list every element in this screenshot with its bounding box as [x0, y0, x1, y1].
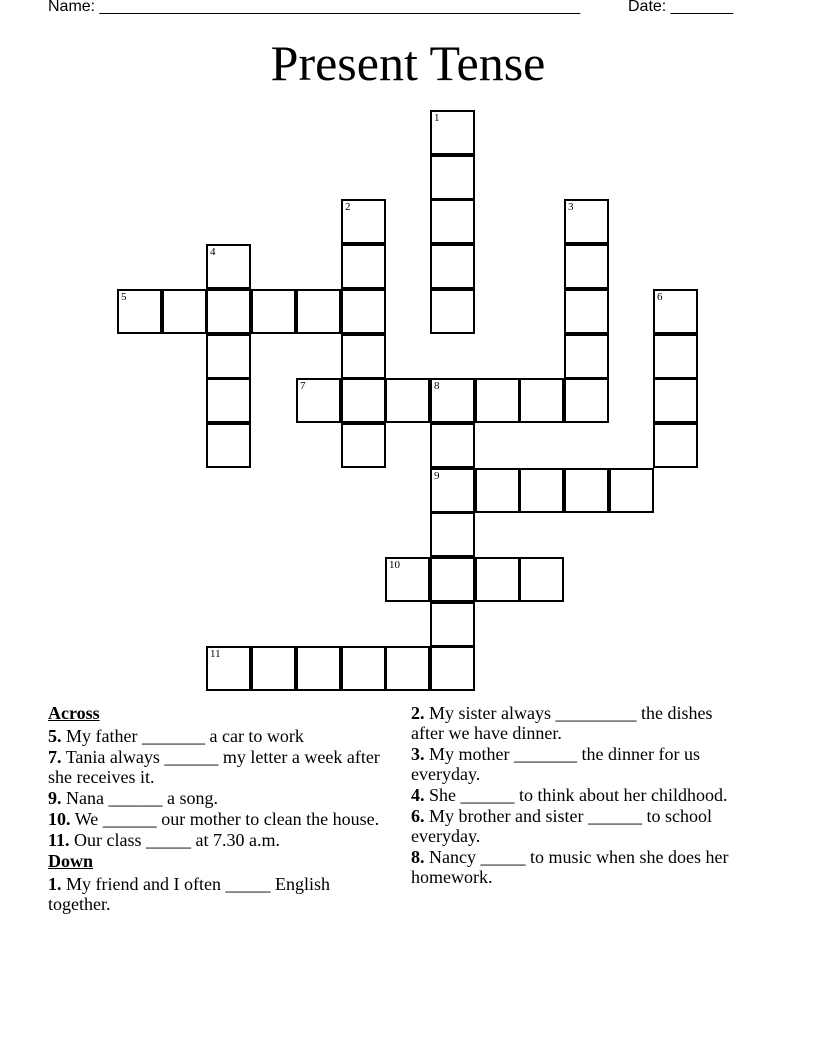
name-field-label: Name: ______________________________________________________	[48, 0, 581, 15]
crossword-cell	[430, 468, 475, 513]
crossword-cell	[430, 110, 475, 155]
crossword-cell	[296, 646, 341, 691]
clue-across-5: 5. My father _______ a car to work	[48, 726, 304, 746]
crossword-cell	[206, 646, 251, 691]
crossword-cell	[341, 289, 386, 334]
crossword-cell	[296, 378, 341, 423]
cell-number: 2	[345, 201, 351, 213]
crossword-cell	[117, 289, 162, 334]
clue-across-7: 7. Tania always ______ my letter a week after she receives it.	[48, 747, 380, 787]
clue-across-11: 11. Our class _____ at 7.30 a.m.	[48, 830, 280, 850]
crossword-cell	[564, 334, 609, 379]
crossword-cell	[251, 289, 296, 334]
clue-across-10: 10. We ______ our mother to clean the house.	[48, 809, 380, 829]
crossword-cell	[206, 423, 251, 468]
crossword-cell	[385, 378, 430, 423]
cell-number: 11	[210, 648, 221, 660]
clues-column-right	[411, 703, 741, 888]
crossword-cell	[385, 557, 430, 602]
crossword-cell	[519, 557, 564, 602]
clue-down-2: 2. My sister always _________ the dishes after we have dinner.	[411, 703, 713, 743]
crossword-cell	[475, 557, 520, 602]
crossword-cell	[564, 244, 609, 289]
clue-down-1: 1. My friend and I often _____ English together.	[48, 874, 330, 914]
crossword-cell	[564, 199, 609, 244]
down-heading: Down	[48, 851, 94, 871]
crossword-cell	[341, 244, 386, 289]
crossword-cell	[430, 289, 475, 334]
crossword-cell	[430, 602, 475, 647]
crossword-cell	[341, 334, 386, 379]
crossword-cell	[341, 646, 386, 691]
cell-number: 10	[389, 559, 400, 571]
crossword-cell	[564, 289, 609, 334]
cell-number: 8	[434, 380, 440, 392]
cell-number: 6	[657, 291, 663, 303]
crossword-cell	[206, 289, 251, 334]
crossword-cell	[430, 646, 475, 691]
crossword-cell	[206, 334, 251, 379]
crossword-cell	[341, 423, 386, 468]
crossword-cell	[430, 155, 475, 200]
crossword-cell	[341, 378, 386, 423]
crossword-cell	[162, 289, 207, 334]
crossword-cell	[430, 423, 475, 468]
crossword-cell	[296, 289, 341, 334]
crossword-cell	[430, 557, 475, 602]
crossword-cell	[251, 646, 296, 691]
crossword-cell	[653, 423, 698, 468]
crossword-cell	[206, 378, 251, 423]
clues-column-left	[48, 703, 383, 915]
clue-down-4: 4. She ______ to think about her childhood.	[411, 785, 728, 805]
crossword-cell	[653, 334, 698, 379]
crossword-cell	[519, 468, 564, 513]
crossword-cell	[475, 378, 520, 423]
crossword-cell	[653, 378, 698, 423]
page-title: Present Tense	[270, 35, 546, 91]
crossword-cell	[430, 378, 475, 423]
cell-number: 1	[434, 112, 440, 124]
crossword-cell	[609, 468, 654, 513]
date-field-label: Date: _______	[628, 0, 733, 15]
crossword-cell	[564, 468, 609, 513]
crossword-cell	[430, 244, 475, 289]
cell-number: 9	[434, 470, 440, 482]
crossword-cell	[430, 512, 475, 557]
crossword-cell	[206, 244, 251, 289]
crossword-cell	[430, 199, 475, 244]
cell-number: 5	[121, 291, 127, 303]
cell-number: 7	[300, 380, 306, 392]
across-heading: Across	[48, 703, 100, 723]
clue-across-9: 9. Nana ______ a song.	[48, 788, 218, 808]
crossword-cell	[519, 378, 564, 423]
crossword-cell	[341, 199, 386, 244]
clue-down-6: 6. My brother and sister ______ to school everyday.	[411, 806, 712, 846]
cell-number: 3	[568, 201, 574, 213]
crossword-cell	[653, 289, 698, 334]
crossword-cell	[385, 646, 430, 691]
crossword-cell	[564, 378, 609, 423]
clue-down-3: 3. My mother _______ the dinner for us everyday.	[411, 744, 700, 784]
crossword-cell	[475, 468, 520, 513]
cell-number: 4	[210, 246, 216, 258]
clue-down-8: 8. Nancy _____ to music when she does her homework.	[411, 847, 729, 887]
